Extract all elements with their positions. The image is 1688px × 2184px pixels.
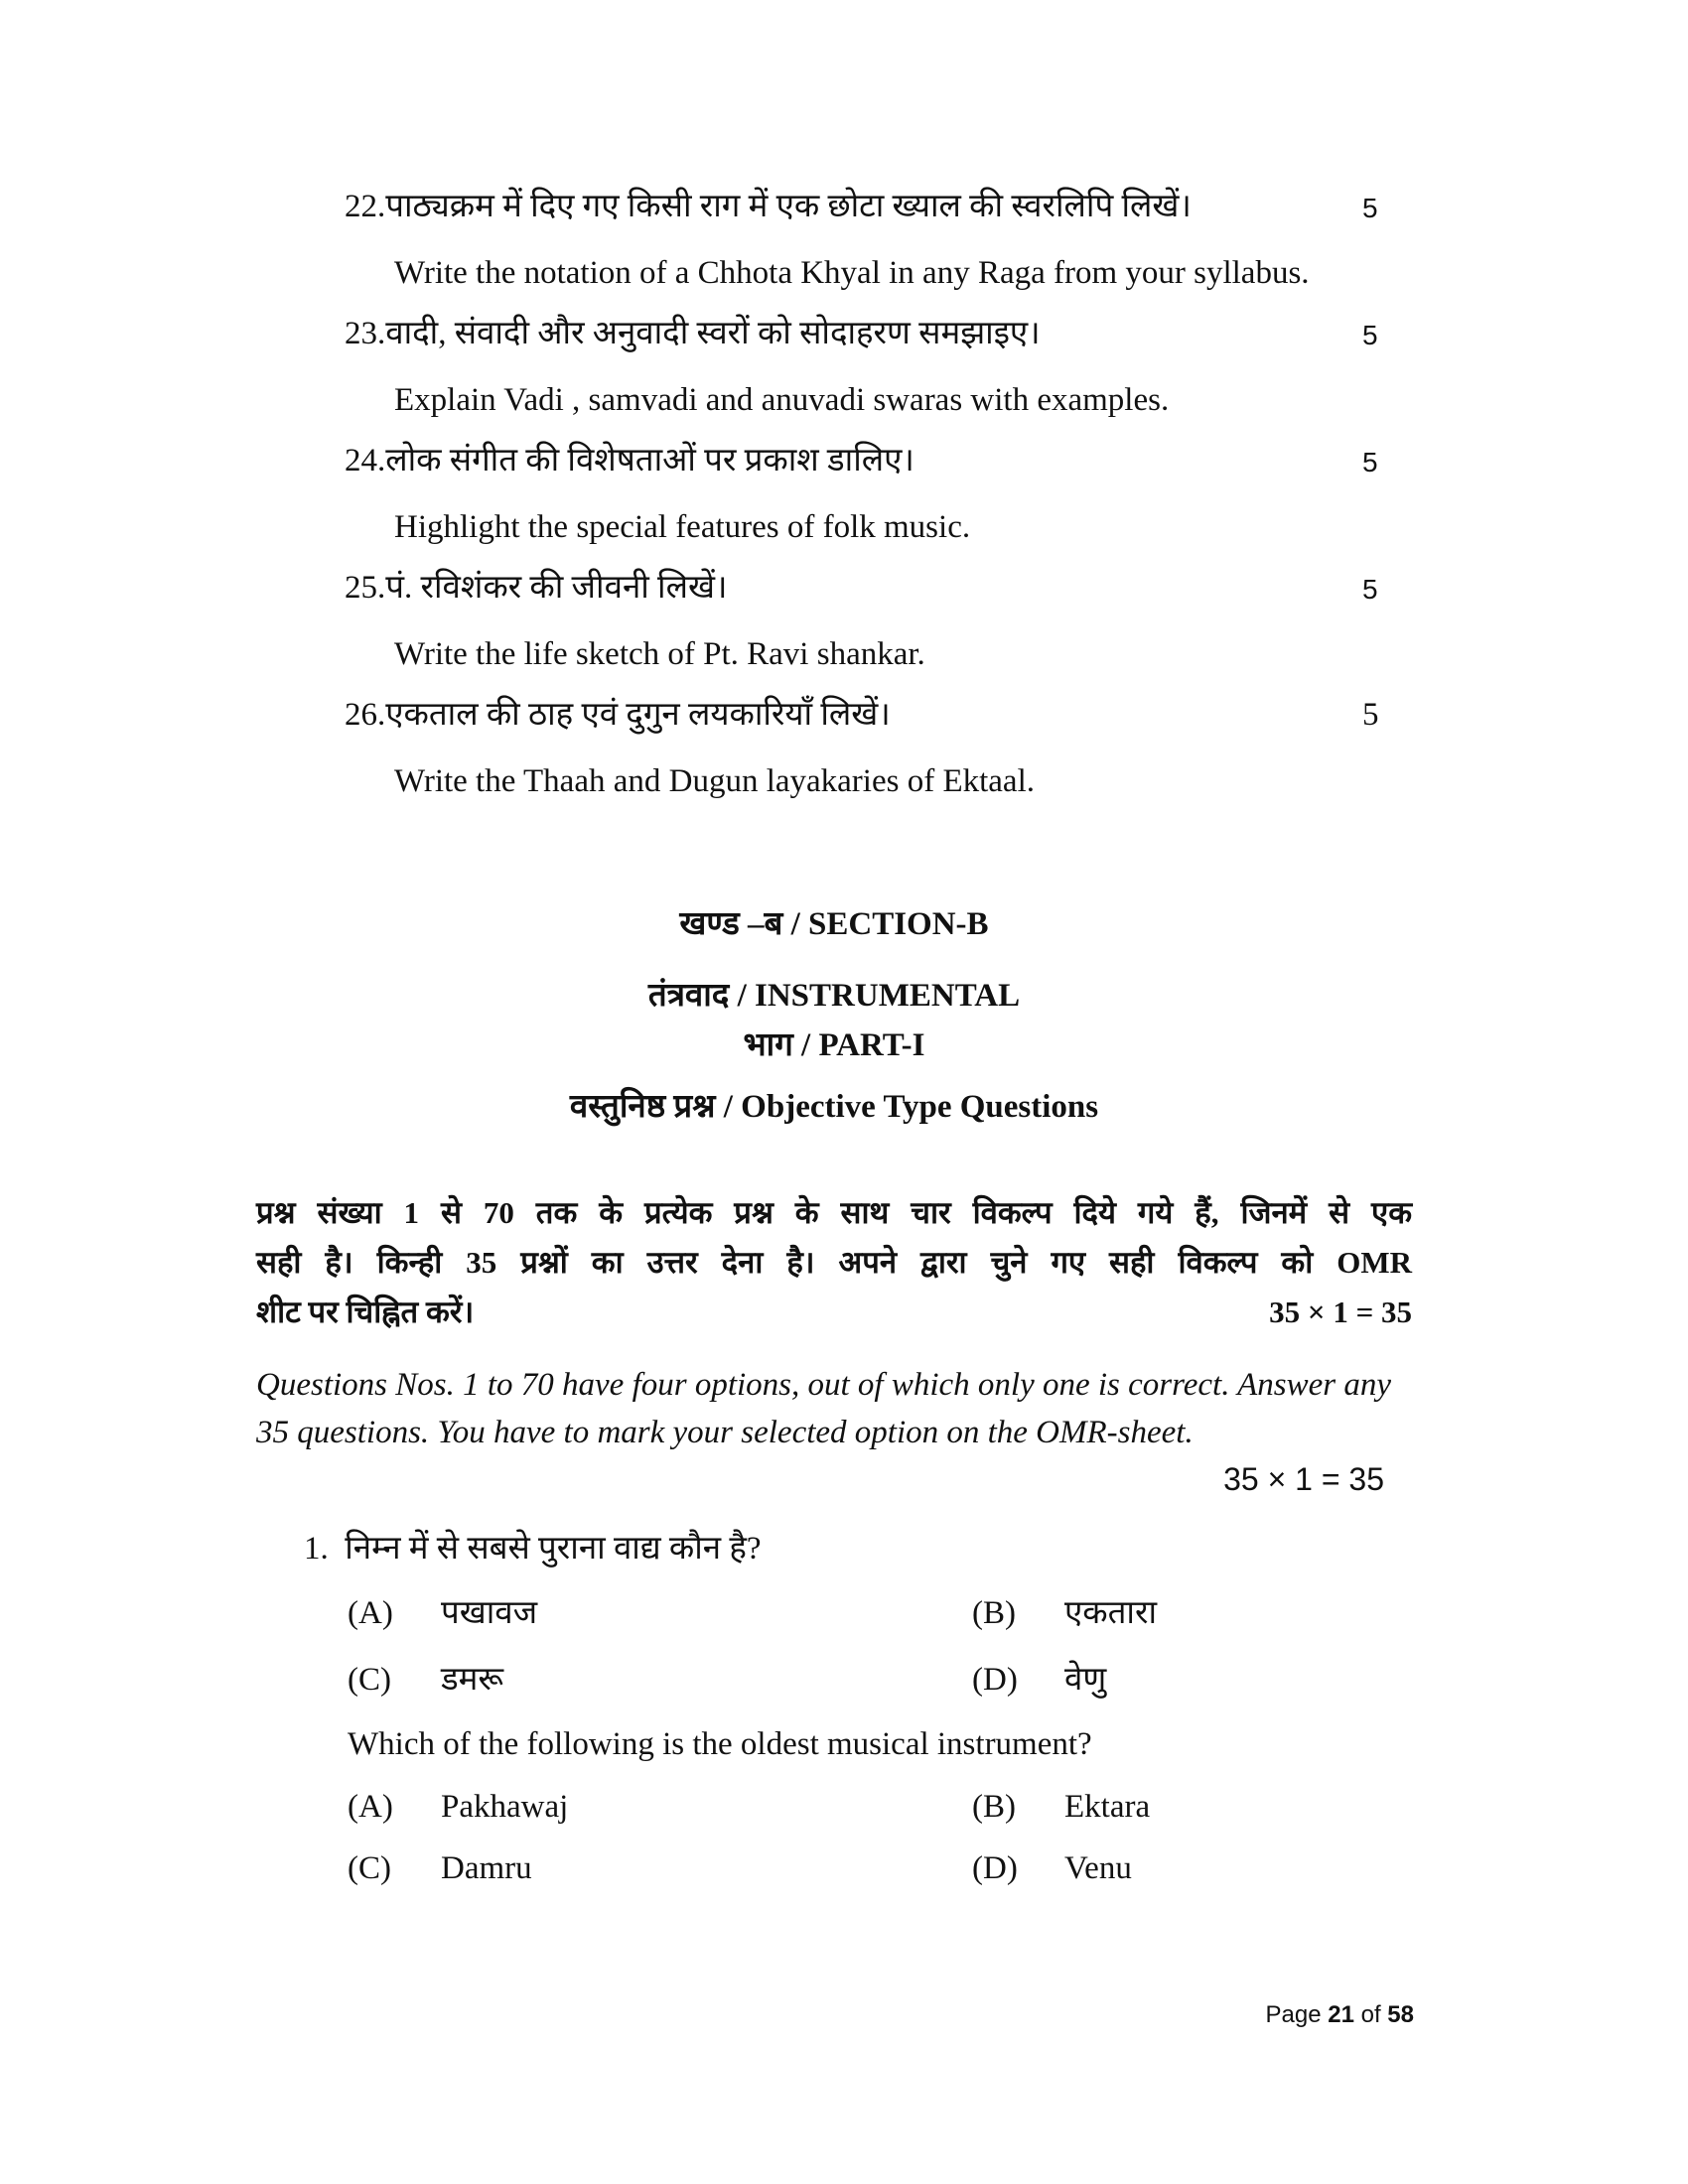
question-number: 25.	[345, 570, 386, 606]
question-english: Write the notation of a Chhota Khyal in any Raga from your syllabus.	[394, 255, 1310, 291]
option-b-label: (B)	[972, 1595, 1016, 1631]
question-number: 26.	[345, 697, 386, 733]
option-b-text: एकतारा	[1064, 1595, 1157, 1631]
question-type-title: वस्तुनिष्ठ प्रश्न / Objective Type Questions	[569, 1089, 1099, 1125]
option-d-label: (D)	[972, 1662, 1018, 1698]
question-marks: 5	[1362, 447, 1378, 478]
instruction-english-marks: 35 × 1 = 35	[1223, 1461, 1384, 1497]
option-c-label: (C)	[348, 1850, 391, 1886]
option-c-text: Damru	[441, 1850, 532, 1886]
question-hindi: लोक संगीत की विशेषताओं पर प्रकाश डालिए।	[385, 443, 914, 478]
instruction-hindi-line-2: सही है। किन्ही 35 प्रश्नों का उत्तर देना है। अपने द्वारा चुने गए सही विकल्प को OMR	[256, 1245, 1412, 1280]
part-title: भाग / PART-I	[743, 1027, 925, 1063]
instruction-hindi-marks: 35 × 1 = 35	[1269, 1295, 1412, 1329]
option-d-text: Venu	[1064, 1850, 1132, 1886]
question-marks: 5	[1362, 574, 1378, 605]
question-marks: 5	[1362, 320, 1378, 350]
instruction-hindi-line-1: प्रश्न संख्या 1 से 70 तक के प्रत्येक प्रश्न के साथ चार विकल्प दिये गये हैं, जिनमें से एक	[256, 1195, 1412, 1230]
question-english: Write the life sketch of Pt. Ravi shankar.	[394, 636, 925, 672]
option-a-label: (A)	[348, 1595, 393, 1631]
question-number: 22.	[345, 189, 386, 224]
question-hindi: निम्न में से सबसे पुराना वाद्य कौन है?	[345, 1531, 762, 1567]
option-b-label: (B)	[972, 1789, 1016, 1825]
instruction-english: Questions Nos. 1 to 70 have four options, out of which only one is correct. Answer any 35 questions. You have to mark your selected option on the OMR-sheet.	[256, 1367, 1392, 1450]
option-d-text: वेणु	[1064, 1662, 1107, 1698]
option-a-text: पखावज	[441, 1595, 538, 1631]
option-b-text: Ektara	[1064, 1789, 1151, 1825]
question-number: 23.	[345, 316, 386, 351]
question-english: Highlight the special features of folk music.	[394, 509, 971, 545]
page-number: Page 21 of 58	[1265, 2001, 1414, 2028]
question-hindi: एकताल की ठाह एवं दुगुन लयकारियाँ लिखें।	[385, 697, 891, 733]
option-c-text: डमरू	[441, 1662, 504, 1698]
question-english: Write the Thaah and Dugun layakaries of Ektaal.	[394, 763, 1035, 799]
option-a-text: Pakhawaj	[441, 1789, 569, 1825]
section-title: खण्ड –ब / SECTION-B	[679, 906, 989, 942]
question-number: 24.	[345, 443, 386, 478]
question-english: Explain Vadi , samvadi and anuvadi swaras with examples.	[394, 382, 1170, 418]
question-number: 1.	[304, 1531, 329, 1567]
question-english: Which of the following is the oldest musical instrument?	[348, 1726, 1092, 1762]
question-marks: 5	[1362, 193, 1378, 223]
question-hindi: वादी, संवादी और अनुवादी स्वरों को सोदाहरण समझाइए।	[385, 316, 1041, 351]
option-c-label: (C)	[348, 1662, 391, 1698]
question-marks: 5	[1362, 697, 1379, 733]
question-hindi: पाठ्यक्रम में दिए गए किसी राग में एक छोटा ख्याल की स्वरलिपि लिखें।	[385, 189, 1192, 224]
option-a-label: (A)	[348, 1789, 393, 1825]
instruction-hindi-line-3: शीट पर चिह्नित करें। 35 × 1 = 35	[256, 1288, 1412, 1337]
question-hindi: पं. रविशंकर की जीवनी लिखें।	[385, 570, 728, 606]
subject-title: तंत्रवाद / INSTRUMENTAL	[647, 978, 1021, 1014]
option-d-label: (D)	[972, 1850, 1018, 1886]
